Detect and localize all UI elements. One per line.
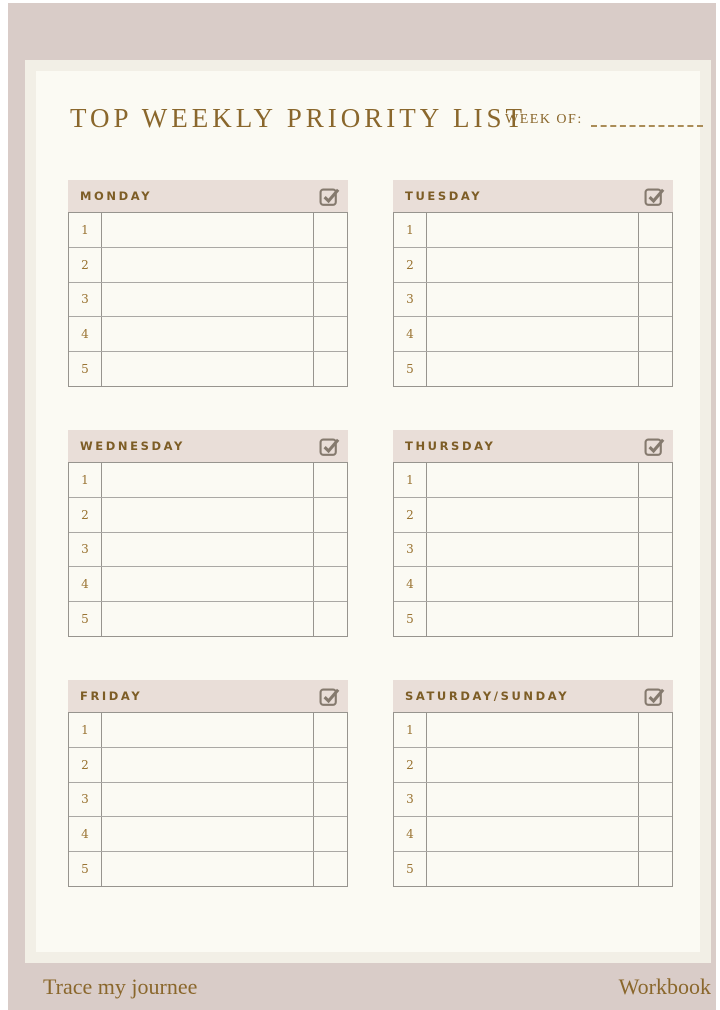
task-row — [69, 566, 347, 601]
task-input-cell[interactable] — [427, 852, 638, 886]
day-card — [393, 180, 673, 387]
row-number: 3 — [69, 283, 102, 317]
task-row — [69, 497, 347, 532]
cards-grid — [68, 180, 673, 887]
task-check-cell[interactable] — [313, 567, 347, 601]
row-number: 1 — [394, 213, 427, 247]
row-number: 3 — [394, 283, 427, 317]
task-check-cell[interactable] — [638, 498, 672, 532]
task-check-cell[interactable] — [313, 498, 347, 532]
checkbox-checked-icon — [318, 185, 340, 207]
task-input-cell[interactable] — [102, 213, 313, 247]
day-card — [393, 430, 673, 637]
task-row — [69, 282, 347, 317]
task-input-cell[interactable] — [427, 352, 638, 386]
task-input-cell[interactable] — [427, 783, 638, 817]
task-input-cell[interactable] — [102, 498, 313, 532]
row-number: 5 — [394, 352, 427, 386]
task-row — [394, 282, 672, 317]
task-row — [394, 532, 672, 567]
task-row — [69, 532, 347, 567]
day-card-body — [393, 212, 673, 387]
task-input-cell[interactable] — [427, 213, 638, 247]
task-row — [394, 782, 672, 817]
task-row — [394, 566, 672, 601]
checkbox-checked-icon — [318, 685, 340, 707]
day-card — [68, 180, 348, 387]
task-row — [394, 851, 672, 886]
task-input-cell[interactable] — [427, 248, 638, 282]
row-number: 4 — [69, 817, 102, 851]
row-number: 2 — [394, 748, 427, 782]
task-input-cell[interactable] — [427, 567, 638, 601]
week-of-label: WEEK OF: — [505, 112, 583, 127]
row-number: 1 — [394, 463, 427, 497]
task-check-cell[interactable] — [313, 852, 347, 886]
task-row — [394, 497, 672, 532]
task-row — [69, 463, 347, 497]
task-check-cell[interactable] — [313, 248, 347, 282]
row-number: 5 — [394, 852, 427, 886]
task-check-cell[interactable] — [638, 533, 672, 567]
task-input-cell[interactable] — [102, 283, 313, 317]
day-card-header — [393, 680, 673, 712]
task-input-cell[interactable] — [102, 463, 313, 497]
task-row — [394, 247, 672, 282]
checkbox-checked-icon — [643, 185, 665, 207]
task-check-cell[interactable] — [638, 283, 672, 317]
day-card — [68, 680, 348, 887]
day-card-header — [393, 180, 673, 212]
day-label: WEDNESDAY — [80, 439, 185, 453]
footer-workbook: Workbook — [618, 974, 711, 999]
task-check-cell[interactable] — [313, 317, 347, 351]
day-label: SATURDAY/SUNDAY — [405, 689, 570, 703]
row-number: 2 — [394, 248, 427, 282]
task-input-cell[interactable] — [102, 748, 313, 782]
task-row — [69, 782, 347, 817]
task-check-cell[interactable] — [638, 852, 672, 886]
task-check-cell[interactable] — [313, 533, 347, 567]
task-check-cell[interactable] — [638, 213, 672, 247]
page-background — [8, 3, 716, 1010]
week-of-input-line[interactable] — [591, 113, 703, 127]
task-row — [394, 747, 672, 782]
day-card-body — [68, 462, 348, 637]
task-row — [69, 747, 347, 782]
row-number: 5 — [69, 602, 102, 636]
row-number: 2 — [69, 748, 102, 782]
row-number: 4 — [394, 817, 427, 851]
day-label: THURSDAY — [405, 439, 496, 453]
task-input-cell[interactable] — [102, 533, 313, 567]
task-check-cell[interactable] — [313, 283, 347, 317]
row-number: 5 — [394, 602, 427, 636]
paper-inner — [36, 71, 700, 952]
row-number: 5 — [69, 352, 102, 386]
task-check-cell[interactable] — [638, 567, 672, 601]
row-number: 2 — [69, 498, 102, 532]
task-input-cell[interactable] — [102, 817, 313, 851]
day-card — [393, 680, 673, 887]
task-check-cell[interactable] — [313, 602, 347, 636]
task-input-cell[interactable] — [427, 817, 638, 851]
page-title: TOP WEEKLY PRIORITY LIST — [70, 103, 527, 133]
task-check-cell[interactable] — [313, 713, 347, 747]
task-input-cell[interactable] — [102, 567, 313, 601]
task-check-cell[interactable] — [638, 317, 672, 351]
task-input-cell[interactable] — [427, 498, 638, 532]
task-check-cell[interactable] — [313, 783, 347, 817]
task-row — [69, 213, 347, 247]
day-card — [68, 430, 348, 637]
task-check-cell[interactable] — [638, 783, 672, 817]
task-row — [69, 351, 347, 386]
task-row — [394, 816, 672, 851]
day-card-body — [68, 712, 348, 887]
task-row — [394, 463, 672, 497]
task-row — [394, 713, 672, 747]
task-check-cell[interactable] — [638, 352, 672, 386]
day-card-header — [393, 430, 673, 462]
task-row — [69, 601, 347, 636]
day-card-body — [68, 212, 348, 387]
row-number: 1 — [69, 213, 102, 247]
task-row — [394, 213, 672, 247]
footer — [43, 974, 711, 1000]
row-number: 2 — [394, 498, 427, 532]
day-card-header — [68, 180, 348, 212]
row-number: 1 — [394, 713, 427, 747]
task-input-cell[interactable] — [427, 748, 638, 782]
task-input-cell[interactable] — [102, 352, 313, 386]
task-input-cell[interactable] — [427, 463, 638, 497]
task-check-cell[interactable] — [313, 463, 347, 497]
task-input-cell[interactable] — [427, 283, 638, 317]
task-row — [394, 316, 672, 351]
footer-brand: Trace my journee — [43, 974, 198, 999]
task-row — [69, 316, 347, 351]
task-input-cell[interactable] — [102, 248, 313, 282]
week-of-field — [505, 113, 703, 127]
task-input-cell[interactable] — [102, 783, 313, 817]
day-label: TUESDAY — [405, 189, 483, 203]
task-check-cell[interactable] — [638, 248, 672, 282]
checkbox-checked-icon — [643, 685, 665, 707]
task-input-cell[interactable] — [102, 852, 313, 886]
task-input-cell[interactable] — [427, 317, 638, 351]
row-number: 3 — [69, 533, 102, 567]
task-row — [69, 816, 347, 851]
task-check-cell[interactable] — [638, 748, 672, 782]
task-check-cell[interactable] — [638, 713, 672, 747]
task-row — [69, 247, 347, 282]
task-check-cell[interactable] — [313, 352, 347, 386]
task-input-cell[interactable] — [102, 317, 313, 351]
task-row — [69, 713, 347, 747]
day-card-header — [68, 430, 348, 462]
row-number: 2 — [69, 248, 102, 282]
task-input-cell[interactable] — [427, 533, 638, 567]
row-number: 4 — [69, 317, 102, 351]
checkbox-checked-icon — [643, 435, 665, 457]
paper-sheet — [25, 60, 711, 963]
task-input-cell[interactable] — [427, 713, 638, 747]
row-number: 1 — [69, 463, 102, 497]
row-number: 4 — [394, 567, 427, 601]
row-number: 1 — [69, 713, 102, 747]
row-number: 4 — [69, 567, 102, 601]
task-check-cell[interactable] — [638, 817, 672, 851]
day-card-header — [68, 680, 348, 712]
row-number: 5 — [69, 852, 102, 886]
task-row — [69, 851, 347, 886]
row-number: 3 — [394, 783, 427, 817]
row-number: 3 — [394, 533, 427, 567]
task-check-cell[interactable] — [313, 748, 347, 782]
row-number: 3 — [69, 783, 102, 817]
day-label: FRIDAY — [80, 689, 143, 703]
task-row — [394, 351, 672, 386]
task-check-cell[interactable] — [313, 817, 347, 851]
task-input-cell[interactable] — [102, 713, 313, 747]
day-card-body — [393, 712, 673, 887]
task-row — [394, 601, 672, 636]
task-check-cell[interactable] — [313, 213, 347, 247]
day-card-body — [393, 462, 673, 637]
row-number: 4 — [394, 317, 427, 351]
task-check-cell[interactable] — [638, 602, 672, 636]
task-input-cell[interactable] — [102, 602, 313, 636]
task-check-cell[interactable] — [638, 463, 672, 497]
task-input-cell[interactable] — [427, 602, 638, 636]
day-label: MONDAY — [80, 189, 153, 203]
checkbox-checked-icon — [318, 435, 340, 457]
